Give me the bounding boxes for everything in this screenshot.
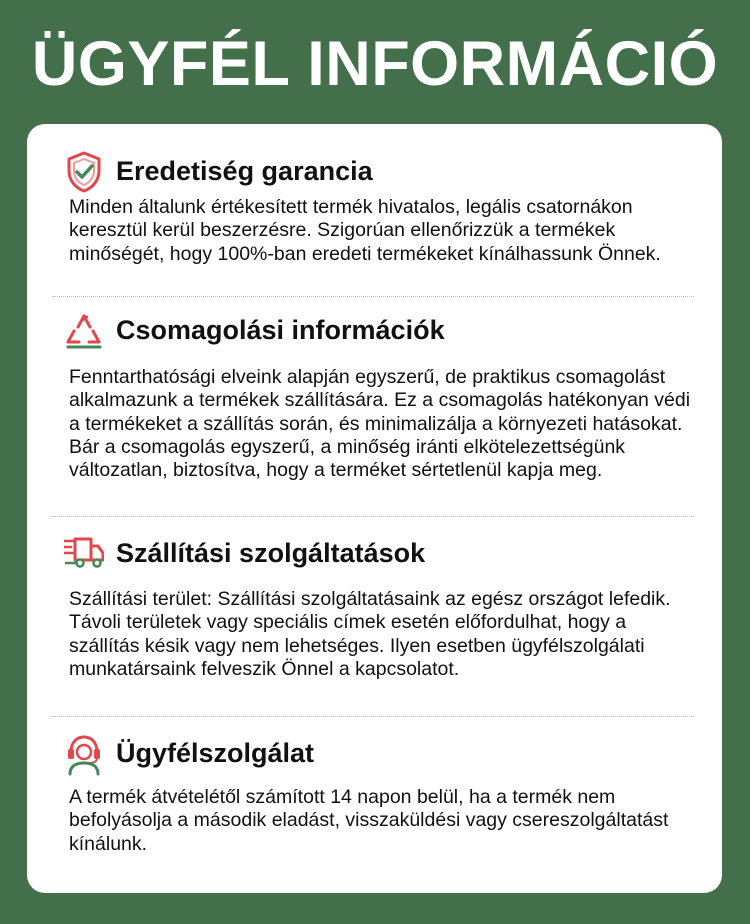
divider <box>52 516 694 517</box>
section-body: Szállítási terület: Szállítási szolgáltatásaink az egész országot lefedik. Távoli területek vagy speciális címek esetén előfordulhat, hogy a szállítás késik vagy nem lehetséges. Ilyen esetben ügyfélszolgálati munkatársaink felveszik Önnel a kapcsolatot. <box>69 588 671 680</box>
section-header <box>52 530 694 578</box>
section-title: Ügyfélszolgálat <box>116 738 315 768</box>
section-body: A termék átvételétől számított 14 napon belül, ha a termék nem befolyásolja a második eladást, visszaküldési vagy csereszolgáltatást kínálunk. <box>69 786 669 855</box>
delivery-truck-icon <box>64 532 104 576</box>
shield-check-icon <box>64 150 104 194</box>
section-title: Eredetiség garancia <box>116 156 373 186</box>
section-authenticity <box>52 148 694 266</box>
section-customer-service <box>52 730 694 856</box>
divider <box>52 296 694 297</box>
section-header <box>52 730 694 778</box>
info-card <box>27 124 722 893</box>
headset-agent-icon <box>64 732 104 776</box>
section-body: Fenntarthatósági elveink alapján egyszerű, de praktikus csomagolást alkalmazunk a termékek szállítására. Ez a csomagolás hatékonyan védi a termékeket a szállítás során, és minimalizálja a környezeti hatásokat. Bár a csomagolás egyszerű, a minőség iránti elkötelezettségünk változatlan, biztosítva, hogy a terméket sértetlenül kapja meg. <box>69 366 691 482</box>
divider <box>52 716 694 717</box>
section-body: Minden általunk értékesített termék hivatalos, legális csatornákon keresztül kerül beszerzésre. Szigorúan ellenőrizzük a termékek minőségét, hogy 100%-ban eredeti termékeket kínálhassunk Önnek. <box>69 196 661 265</box>
recycle-icon <box>64 309 104 353</box>
section-shipping <box>52 530 694 681</box>
section-header <box>52 148 694 196</box>
section-packaging <box>52 307 694 482</box>
page-title: ÜGYFÉL INFORMÁCIÓ <box>31 29 719 99</box>
section-title: Csomagolási információk <box>116 315 445 345</box>
section-title: Szállítási szolgáltatások <box>116 538 426 568</box>
section-header <box>52 307 694 355</box>
